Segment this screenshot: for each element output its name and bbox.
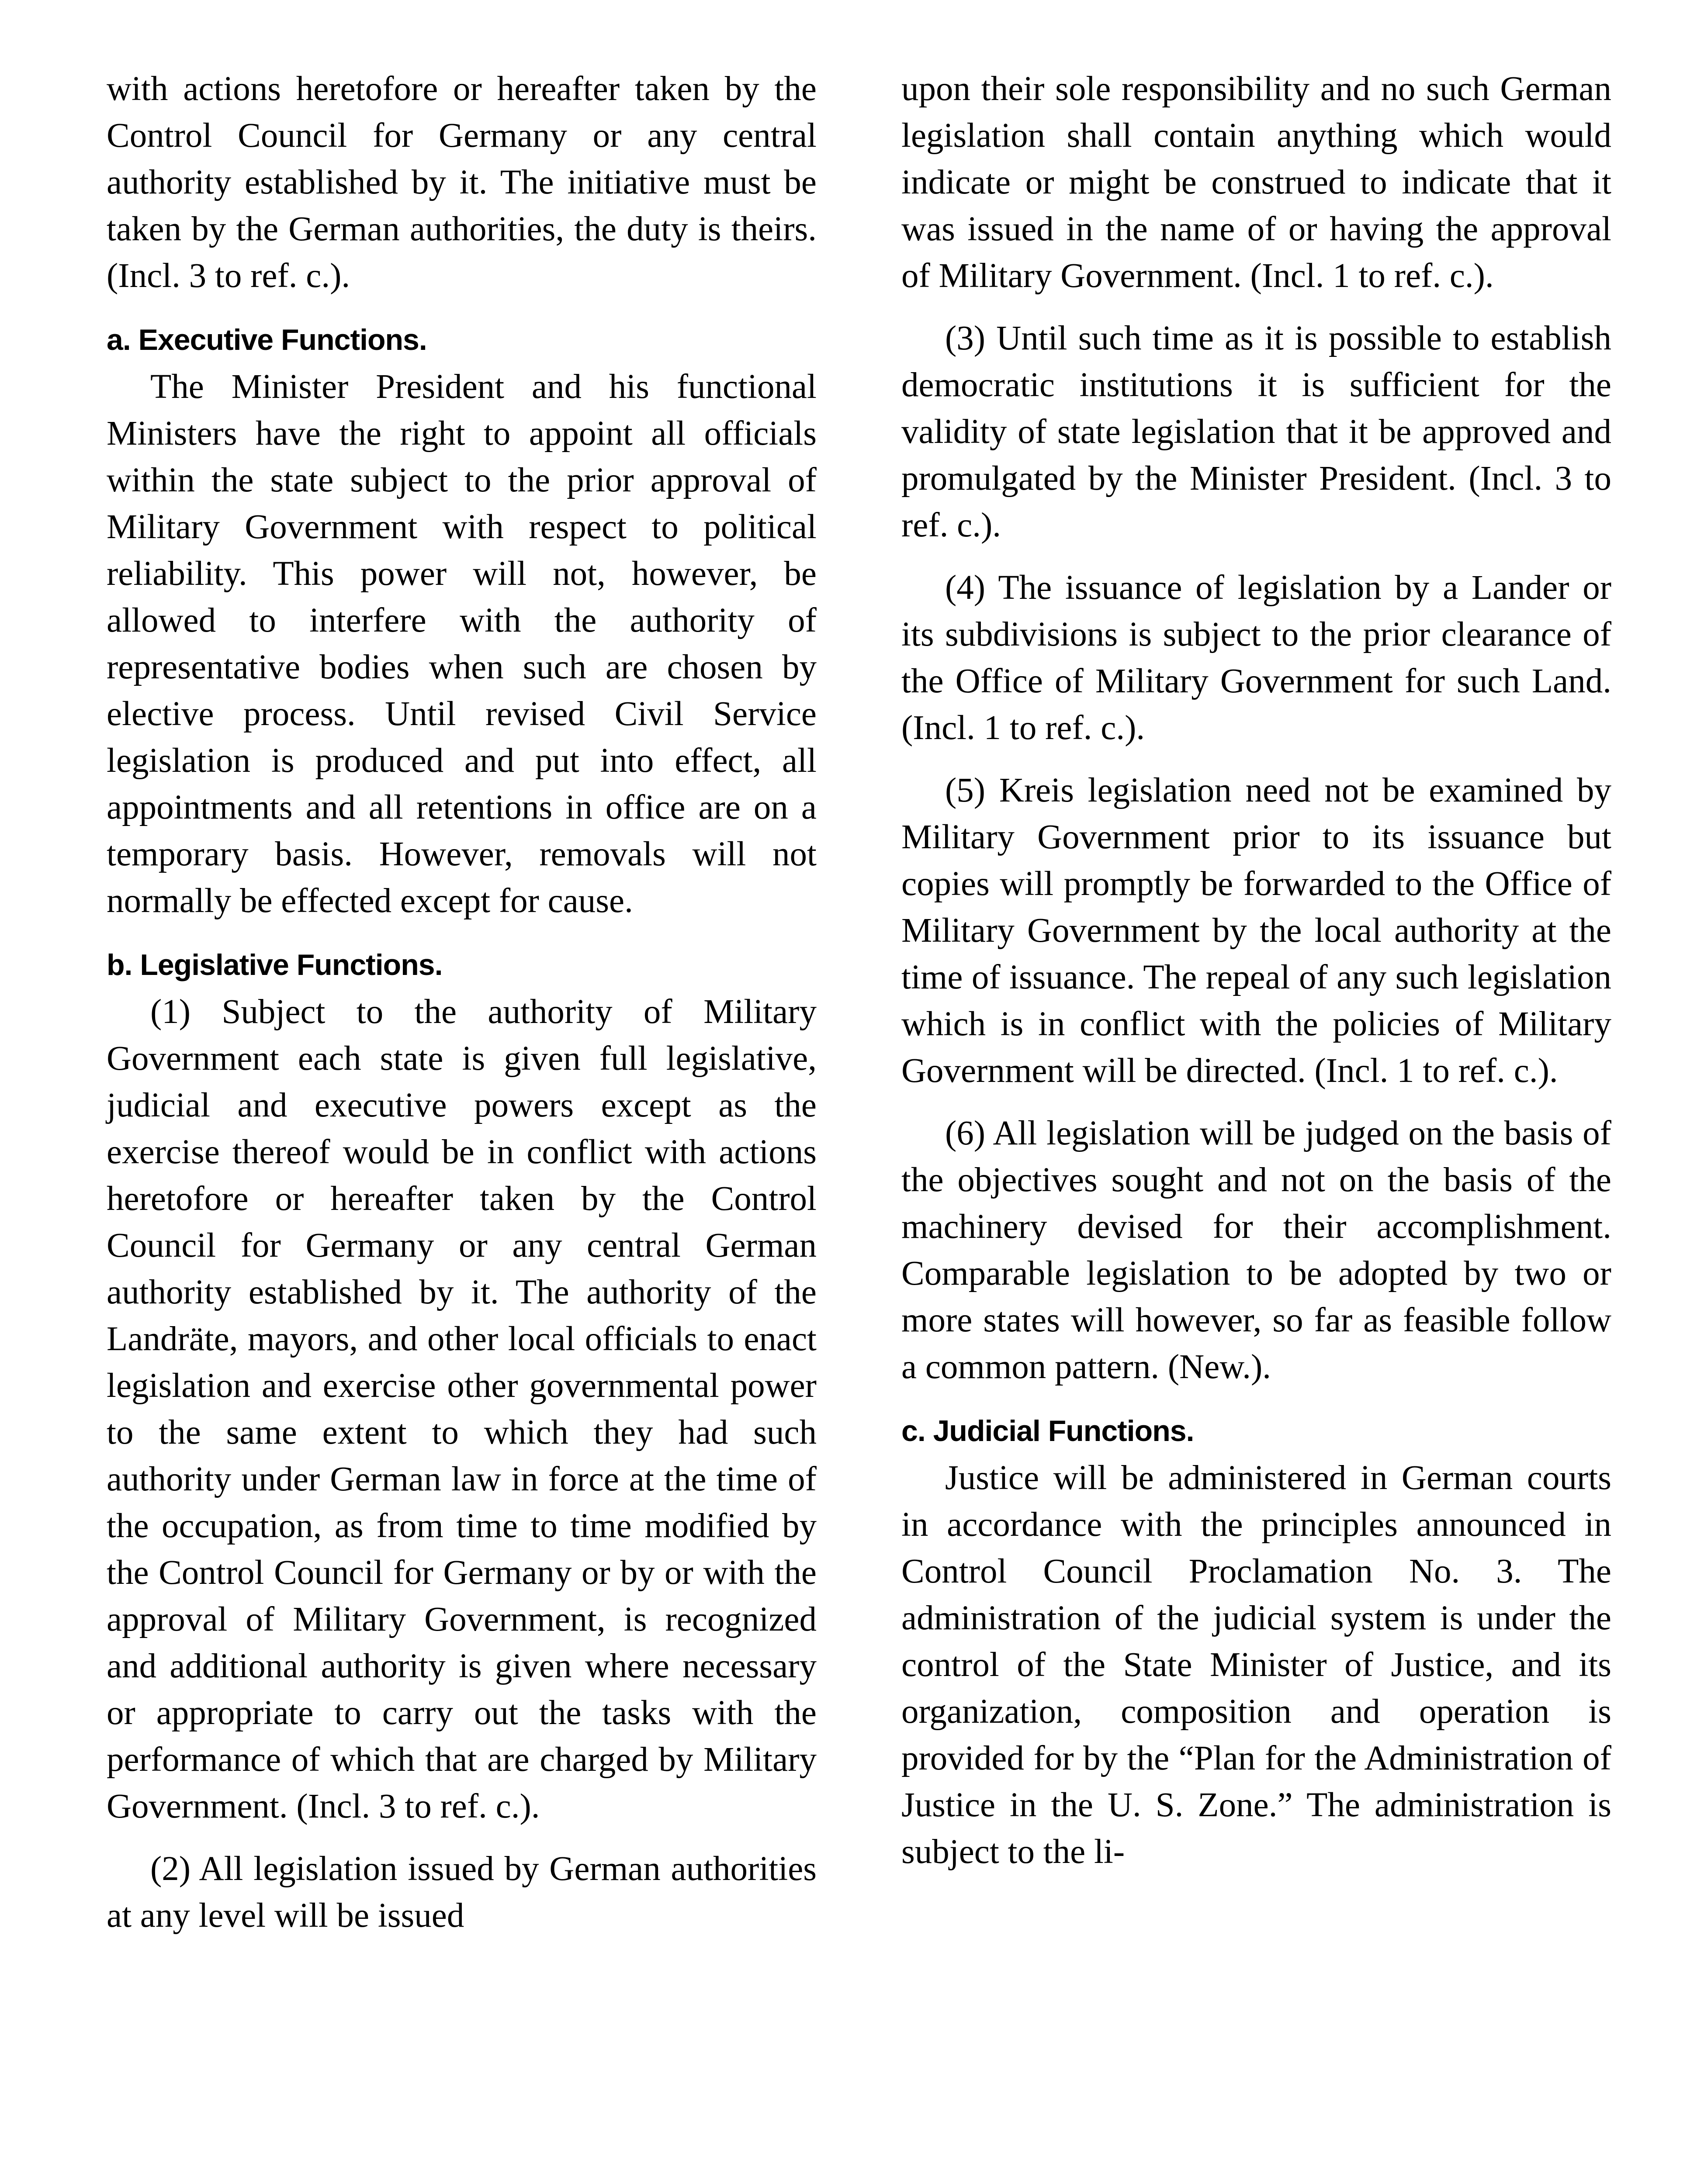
paragraph-legislative-6: (6) All legislation will be judged on the basis of the objectives sought and not on the basis of the machinery devised for their accomplishment. Comparable legislation to be adopted by two or more states will however, so far as feasible follow a common pattern. (New.). (901, 1114, 1611, 1386)
paragraph-legislative-4: (4) The issuance of legislation by a Lander or its subdivisions is subject to the prior clearance of the Office of Military Government for such Land. (Incl. 1 to ref. c.). (901, 569, 1611, 747)
paragraph-legislative-5: (5) Kreis legislation need not be examined by Military Government prior to its issuance but copies will promptly be forwarded to the Office of Military Government by the local authority at the time of issuance. The repeal of any such legislation which is in conflict with the policies of Military Government will be directed. (Incl. 1 to ref. c.). (901, 771, 1611, 1090)
paragraph-legislative-3: (3) Until such time as it is possible to establish democratic institutions it is sufficient for the validity of state legislation that it be approved and promulgated by the Minister President. (Incl. 3 to ref. c.). (901, 319, 1611, 544)
paragraph-executive-functions: The Minister President and his functional Ministers have the right to appoint all officials within the state subject to the prior approval of Military Government with respect to political reliability. This power will not, however, be allowed to interfere with the authority of representative bodies when such are chosen by elective process. Until revised Civil Service legislation is produced and put into effect, all appointments and all retentions in office are on a temporary basis. However, removals will not normally be effected except for cause. (107, 368, 817, 920)
paragraph-judicial-functions: Justice will be administered in German courts in accordance with the principles announced in Control Council Proclamation No. 3. The administration of the judicial system is under the control of the State Minister of Justice, and its organization, composition and operation is provided for by the “Plan for the Administration of Justice in the U. S. Zone.” The administration is subject to the li- (901, 1459, 1611, 1871)
heading-legislative-functions: b. Legislative Functions. (107, 948, 443, 981)
paragraph-legislative-1: (1) Subject to the authority of Military Government each state is given full legislative, judicial and executive powers except as the exercise thereof would be in conflict with actions heretofore or hereafter taken by the Control Council for Germany or any central German authority established by it. The authority of the Landräte, mayors, and other local officials to enact legislation and exercise other governmental power to the same extent to which they had such authority under German law in force at the time of the occupation, as from time to time modified by the Control Council for Germany or by or with the approval of Military Government, is recognized and additional authority is given where necessary or appropriate to carry out the tasks with the performance of which that are charged by Military Government. (Incl. 3 to ref. c.). (107, 993, 817, 1825)
right-column (901, 66, 1611, 1891)
paragraph-continued-from-previous-page: with actions heretofore or hereafter taken by the Control Council for Germany or any central authority established by it. The initiative must be taken by the German authorities, the duty is theirs. (Incl. 3 to ref. c.). (107, 70, 817, 295)
paragraph-legislative-2-continued: upon their sole responsibility and no such German legislation shall contain anything which would indicate or might be construed to indicate that it was issued in the name of or having the approval of Military Government. (Incl. 1 to ref. c.). (901, 70, 1611, 295)
heading-executive-functions: a. Executive Functions. (107, 323, 427, 356)
paragraph-legislative-2: (2) All legislation issued by German authorities at any level will be issued (107, 1850, 817, 1935)
left-column (107, 66, 817, 1955)
heading-judicial-functions: c. Judicial Functions. (901, 1414, 1194, 1448)
